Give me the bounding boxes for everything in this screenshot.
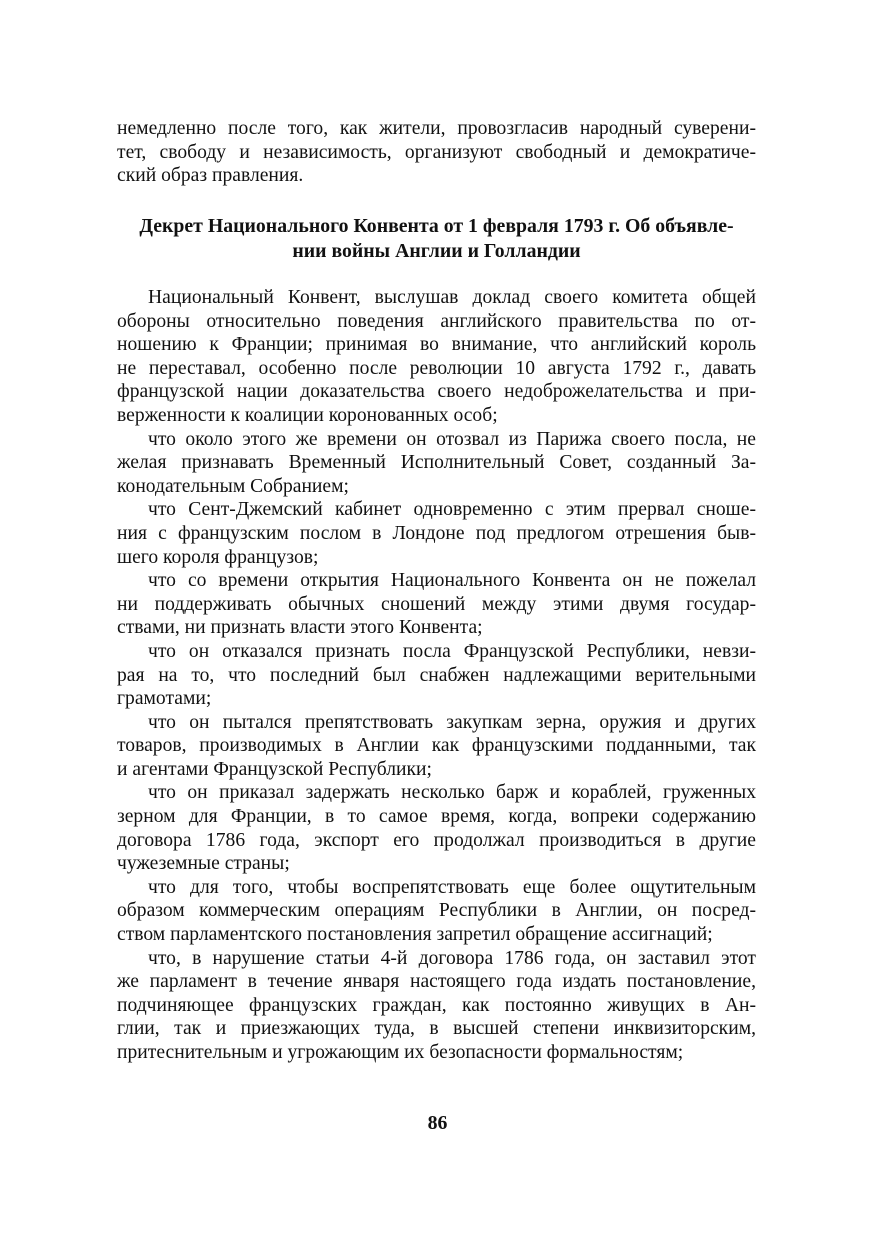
intro-paragraph (117, 117, 756, 188)
paragraph-first-line: что он пытался препятствовать закупкам зерна, оружия и других (148, 711, 756, 733)
text-line: конодательным Собранием; (117, 475, 349, 497)
text-line: же парламент в течение января настоящего года издать постановление, (117, 971, 756, 993)
text-line: ния с французским послом в Лондоне под предлогом отрешения быв- (117, 522, 756, 544)
paragraph-first-line: что, в нарушение статьи 4-й договора 1786 года, он заставил этот (148, 947, 756, 969)
text-line: рая на то, что последний был снабжен надлежащими верительными (117, 664, 756, 686)
text-line: желая признавать Временный Исполнительный Совет, созданный За- (117, 452, 756, 474)
text-line: ский образ правления. (117, 165, 304, 187)
text-line: французской нации доказательства своего недоброжелательства и при- (117, 381, 756, 403)
text-line: глии, так и приезжающих туда, в высшей степени инквизиторским, (117, 1018, 756, 1040)
paragraph-first-line: что со времени открытия Национального Конвента он не пожелал (148, 570, 756, 592)
text-line: притеснительным и угрожающим их безопасности формальностям; (117, 1042, 684, 1063)
decree-body (117, 286, 756, 1065)
text-line: ствами, ни признать власти этого Конвента; (117, 617, 483, 639)
text-line: грамотами; (117, 688, 212, 710)
heading-line: Декрет Национального Конвента от 1 февраля 1793 г. Об объявле- (139, 215, 734, 237)
page-number: 86 (427, 1112, 448, 1134)
text-line: тет, свободу и независимость, организуют свободный и демократиче- (117, 141, 756, 163)
paragraph-first-line: что около этого же времени он отозвал из Парижа своего посла, не (148, 428, 756, 450)
text-line: немедленно после того, как жители, провозгласив народный суверени- (117, 118, 756, 139)
heading-line: нии войны Англии и Голландии (292, 240, 581, 262)
text-line: верженности к коалиции коронованных особ; (117, 404, 498, 426)
text-line: подчиняющее французских граждан, как постоянно живущих в Ан- (117, 994, 756, 1016)
paragraph-first-line: что он отказался признать посла Французской Республики, невзи- (148, 640, 756, 662)
text-line: ношению к Франции; принимая во внимание, что английский король (117, 334, 756, 356)
text-line: обороны относительно поведения английского правительства по от- (117, 310, 756, 332)
text-line: ством парламентского постановления запретил обращение ассигнаций; (117, 924, 713, 946)
text-line: не переставал, особенно после революции 10 августа 1792 г., давать (117, 357, 756, 379)
paragraph-first-line: что Сент-Джемский кабинет одновременно с этим прервал сноше- (148, 499, 756, 521)
text-line: зерном для Франции, в то самое время, когда, вопреки содержанию (117, 806, 756, 828)
text-line: ни поддерживать обычных сношений между этими двумя государ- (117, 593, 756, 615)
text-line: чужеземные страны; (117, 853, 290, 875)
text-line: шего короля французов; (117, 546, 319, 568)
paragraph-first-line: Национальный Конвент, выслушав доклад своего комитета общей (148, 287, 756, 308)
paragraph-first-line: что он приказал задержать несколько барж и кораблей, груженных (148, 782, 756, 804)
decree-heading (117, 214, 756, 264)
text-line: и агентами Французской Республики; (117, 758, 432, 780)
text-line: договора 1786 года, экспорт его продолжал производиться в другие (117, 829, 756, 851)
text-line: образом коммерческим операциям Республики в Англии, он посред- (117, 900, 756, 922)
paragraph-first-line: что для того, чтобы воспрепятствовать еще более ощутительным (148, 876, 756, 898)
text-line: товаров, производимых в Англии как французскими подданными, так (117, 735, 756, 757)
